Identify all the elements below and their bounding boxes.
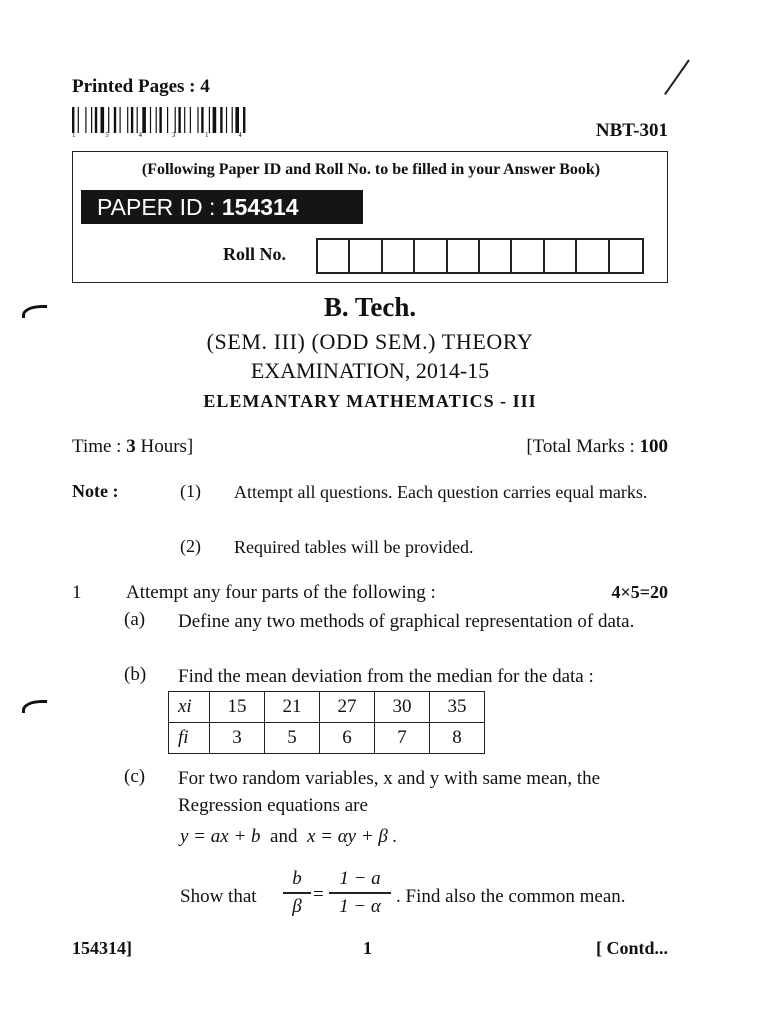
margin-mark — [22, 700, 47, 713]
table-row — [169, 723, 485, 754]
table-row — [169, 692, 485, 723]
note-label: Note : — [72, 481, 119, 501]
table-header-cell: xi — [169, 692, 210, 723]
roll-no-box[interactable] — [577, 240, 609, 272]
table-cell: 35 — [430, 692, 485, 723]
table-cell: 8 — [430, 723, 485, 754]
roll-no-box[interactable] — [610, 240, 642, 272]
paper-id-value: 154314 — [221, 194, 299, 220]
printed-pages: Printed Pages : 4 — [72, 76, 210, 97]
note-text: Attempt all questions. Each question carries equal marks. — [234, 482, 648, 502]
table-header-cell: fi — [169, 723, 210, 754]
equals-sign: = — [313, 884, 324, 905]
roll-no-boxes[interactable] — [316, 238, 644, 274]
frequency-table — [168, 691, 485, 754]
total-marks: [Total Marks : 100 — [526, 436, 668, 457]
table-cell: 27 — [320, 692, 375, 723]
note-number: (1) — [180, 481, 201, 501]
common-mean-text: . Find also the common mean. — [396, 886, 626, 907]
table-cell: 3 — [210, 723, 265, 754]
part-text: Find the mean deviation from the median for the data : — [178, 666, 594, 687]
fill-notice: (Following Paper ID and Roll No. to be filled in your Answer Book) — [141, 161, 601, 178]
table-cell: 21 — [265, 692, 320, 723]
part-text: For two random variables, x and y with same mean, the Regression equations are — [178, 768, 601, 816]
exam-line: EXAMINATION, 2014-15 — [250, 358, 490, 383]
continued-label: [ Contd... — [595, 938, 668, 958]
subject-title: ELEMANTARY MATHEMATICS - III — [203, 391, 537, 411]
time-allowed: Time : 3 Hours] — [72, 436, 194, 457]
fraction-right: 1 − a 1 − α — [329, 868, 391, 918]
roll-no-box[interactable] — [545, 240, 577, 272]
roll-no-box[interactable] — [415, 240, 447, 272]
barcode — [72, 107, 286, 133]
page-number: 1 — [363, 938, 372, 958]
paper-id-box — [72, 151, 668, 283]
note-text: Required tables will be provided. — [234, 537, 474, 557]
roll-no-box[interactable] — [512, 240, 544, 272]
pen-mark — [664, 59, 690, 95]
table-cell: 30 — [375, 692, 430, 723]
part-text: Define any two methods of graphical representation of data. — [178, 611, 635, 632]
fraction-left: b β — [283, 868, 311, 918]
table-cell: 7 — [375, 723, 430, 754]
paper-id-banner — [81, 190, 363, 224]
question-number: 1 — [72, 582, 82, 603]
table-cell: 6 — [320, 723, 375, 754]
table-cell: 5 — [265, 723, 320, 754]
roll-no-box[interactable] — [383, 240, 415, 272]
question-marks: 4×5=20 — [611, 582, 668, 602]
paper-code: NBT-301 — [595, 120, 668, 141]
note-number: (2) — [180, 536, 201, 556]
roll-no-box[interactable] — [448, 240, 480, 272]
roll-no-box[interactable] — [350, 240, 382, 272]
roll-no-box[interactable] — [480, 240, 512, 272]
roll-no-box[interactable] — [318, 240, 350, 272]
part-label: (a) — [124, 609, 146, 630]
paper-id-label: PAPER ID : — [97, 194, 222, 220]
table-cell: 15 — [210, 692, 265, 723]
regression-equations: y = ax + b and x = αy + β . — [180, 826, 398, 847]
barcode-digits: 1 5 4 3 1 4 — [72, 131, 256, 139]
semester-line: (SEM. III) (ODD SEM.) THEORY — [206, 329, 534, 354]
footer-paper-id: 154314] — [72, 938, 132, 958]
question-instruction: Attempt any four parts of the following : — [126, 582, 436, 603]
show-that-text: Show that — [180, 886, 257, 907]
part-label: (b) — [124, 664, 147, 685]
margin-mark — [22, 305, 47, 318]
course-title: B. Tech. — [323, 292, 417, 322]
roll-no-label: Roll No. — [223, 244, 286, 264]
part-label: (c) — [124, 766, 146, 787]
